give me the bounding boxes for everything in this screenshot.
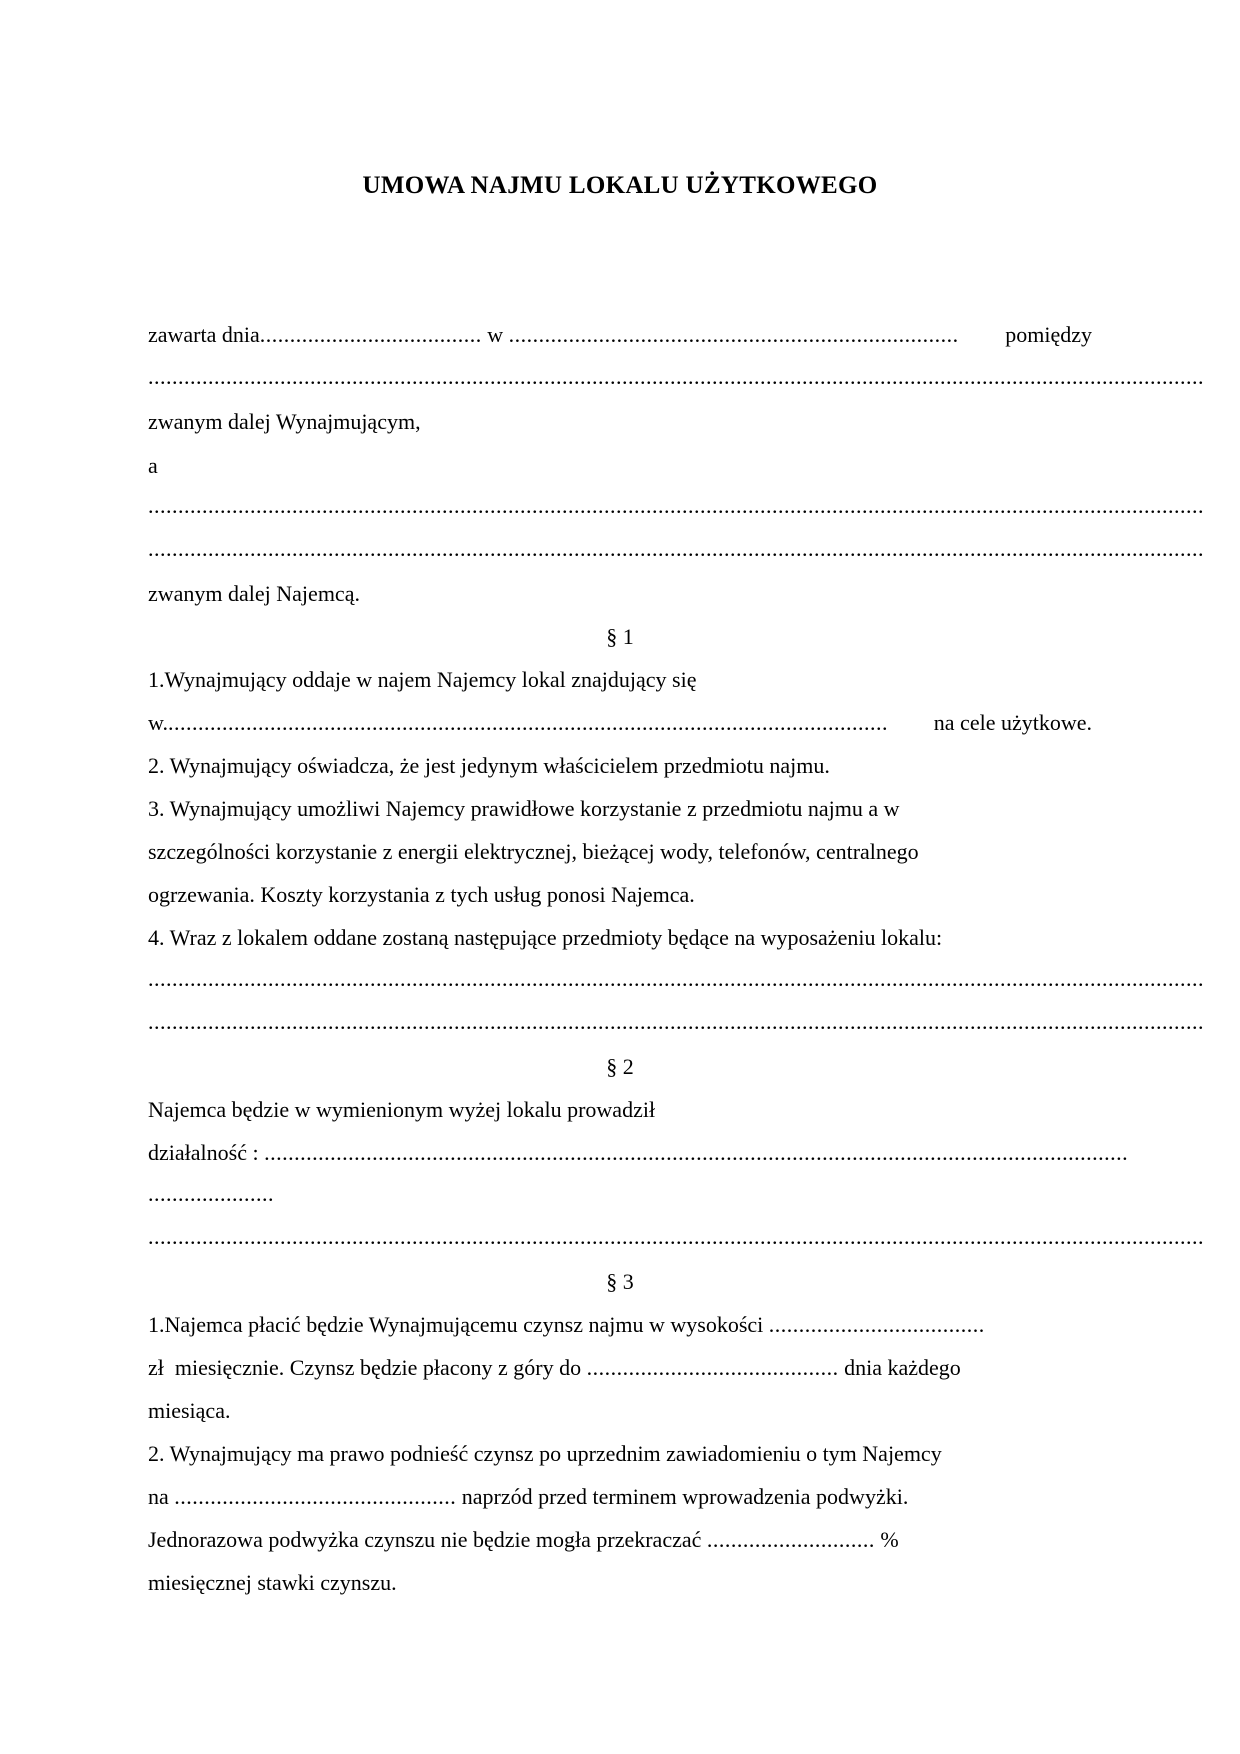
intro-landlord-dots: ................................................................................................................................................................................: [148, 364, 1204, 389]
section-2-line2: [148, 1138, 1129, 1168]
intro-date-label: zawarta dnia: [148, 322, 260, 347]
intro-date-dots: .....................................: [259, 322, 482, 347]
intro-line-date-place: [148, 320, 1092, 350]
section-3-p2-line2: [148, 1482, 1092, 1512]
section-1-equipment-dots-2: ................................................................................................................................................................................: [148, 1009, 1204, 1034]
section-3-rent-text: 1.Najemca płacić będzie Wynajmującemu czynsz najmu w wysokości: [148, 1312, 769, 1337]
section-3-payment-suffix: dnia każdego: [838, 1355, 961, 1380]
tenant-label: zwanym dalej Najemcą.: [148, 581, 360, 606]
document-title: UMOWA NAJMU LOKALU UŻYTKOWEGO: [362, 172, 878, 199]
section-3-percent-sign: %: [874, 1527, 899, 1552]
intro-place-label: w: [481, 322, 509, 347]
section-1-p1-line1: 1.Wynajmujący oddaje w najem Najemcy lokal znajdujący się: [148, 667, 697, 692]
section-3-notice-prefix: na: [148, 1484, 175, 1509]
section-3-p2-line3: [148, 1525, 1092, 1555]
intro-place-dots: ...........................................................................: [508, 322, 959, 347]
section-2-activity-label: działalność :: [148, 1140, 265, 1165]
section-2-activity-dots: ................................................................................................................................................: [264, 1140, 1129, 1165]
section-3-notice-dots: ...............................................: [174, 1484, 457, 1509]
section-1-location-dots: ........................................................................................................................: [167, 710, 888, 735]
section-3-p2-line4: miesięcznej stawki czynszu.: [148, 1570, 397, 1595]
section-3-notice-suffix: naprzód przed terminem wprowadzenia podwyżki.: [456, 1484, 909, 1509]
intro-tenant-dots-2: ................................................................................................................................................................................: [148, 536, 1204, 561]
section-1-p4: 4. Wraz z lokalem oddane zostaną następujące przedmioty będące na wyposażeniu lokalu:: [148, 925, 943, 950]
section-3-payment-text: zł miesięcznie. Czynsz będzie płacony z góry do: [148, 1355, 587, 1380]
section-3-p1-line3: miesiąca.: [148, 1398, 231, 1423]
section-2-activity-dots-2: .....................: [148, 1181, 274, 1206]
section-1-purpose: na cele użytkowe.: [933, 710, 1092, 735]
section-1-p3-line2: szczególności korzystanie z energii elektrycznej, bieżącej wody, telefonów, centralnego: [148, 839, 919, 864]
intro-tenant-dots-1: ................................................................................................................................................................................: [148, 493, 1204, 518]
section-3-p1-line2: [148, 1353, 1092, 1383]
landlord-label: zwanym dalej Wynajmującym,: [148, 409, 421, 434]
section-2-activity-dots-3: ................................................................................................................................................................................: [148, 1224, 1204, 1249]
section-3-rent-dots: ....................................: [768, 1312, 985, 1337]
section-3-p1-line1: [148, 1310, 1092, 1340]
section-1-equipment-dots-1: ................................................................................................................................................................................: [148, 966, 1204, 991]
conjunction-a: a: [148, 453, 158, 478]
section-1-location-prefix: w.: [148, 710, 168, 735]
section-2-line1: Najemca będzie w wymienionym wyżej lokalu prowadził: [148, 1097, 656, 1122]
section-1-p2: 2. Wynajmujący oświadcza, że jest jedynym właścicielem przedmiotu najmu.: [148, 753, 830, 778]
section-3-increase-dots: ............................: [706, 1527, 875, 1552]
intro-between-label: pomiędzy: [999, 322, 1092, 347]
section-1-heading: § 1: [606, 624, 634, 649]
section-3-payment-dots: ..........................................: [586, 1355, 839, 1380]
section-3-p2-line1: 2. Wynajmujący ma prawo podnieść czynsz po uprzednim zawiadomieniu o tym Najemcy: [148, 1441, 942, 1466]
section-1-p3-line3: ogrzewania. Koszty korzystania z tych usług ponosi Najemca.: [148, 882, 695, 907]
section-1-p3-line1: 3. Wynajmujący umożliwi Najemcy prawidłowe korzystanie z przedmiotu najmu a w: [148, 796, 900, 821]
section-3-increase-text: Jednorazowa podwyżka czynszu nie będzie mogła przekraczać: [148, 1527, 707, 1552]
section-2-heading: § 2: [606, 1054, 634, 1079]
section-1-p1-line2: [148, 708, 1092, 738]
section-3-heading: § 3: [606, 1269, 634, 1294]
